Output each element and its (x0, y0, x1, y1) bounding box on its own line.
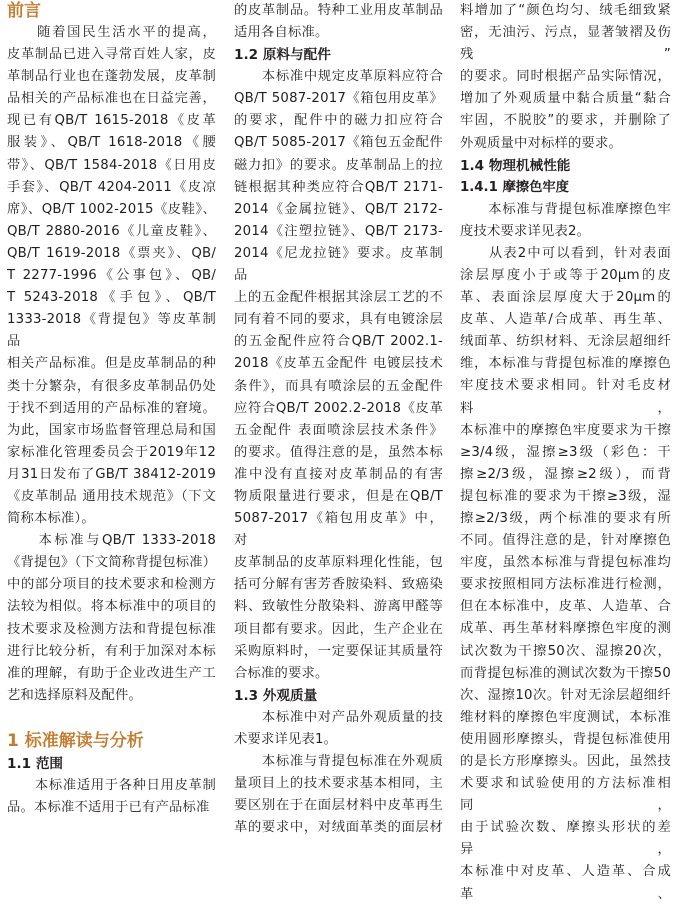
text-line: 合标准的要求。 (234, 665, 329, 681)
text-line: 项目都有要求。因此，生产企业在 (234, 621, 443, 637)
text-line: 术要求和试验使用的方法标准相同， (460, 776, 671, 814)
text-line: T 5243-2018《手包》、QB/T (7, 290, 216, 306)
text-line: 的要求，配件中的磁力扣应符合 (234, 113, 443, 129)
text-line: 家标准化管理委员会于2019年12 (7, 444, 216, 460)
text-line: 本标准与背提包标准摩擦色牢 (460, 201, 671, 217)
text-line: 本标准中规定皮革原料应符合 (234, 69, 443, 85)
text-line: 不同。值得注意的是，针对摩擦色 (460, 533, 671, 549)
text-line: 月31日发布了GB/T 38412-2019 (7, 466, 216, 482)
text-line: 次、湿擦10次。针对无涂层超细纤 (460, 687, 671, 703)
text-line: ≥3/4级，湿擦≥3级（彩色：干 (460, 444, 671, 460)
text-line: 进行比较分析，有利于加深对本标 (7, 643, 216, 659)
foreword-paragraph-2 (7, 530, 216, 707)
text-line: QB/T 2880-2016《儿童皮鞋》、 (7, 223, 216, 239)
section-1-3-paragraph-2 (234, 751, 443, 839)
text-line: 要区别在于在面层材料中皮革再生 (234, 798, 443, 814)
text-line: T 2277-1996《公事包》、QB/ (7, 268, 216, 284)
text-line: 牢度技术要求相同。针对毛皮材料， (460, 378, 671, 416)
text-line: 使用圆形摩擦头，背提包标准使用 (460, 731, 671, 747)
text-line: 同有着不同的要求，具有电镀涂层 (234, 312, 443, 328)
text-line: 物质限量进行要求，但是在QB/T (234, 488, 443, 504)
text-line: 的皮革制品。特种工业用皮革制品 (234, 3, 443, 18)
section-1-1-paragraph-cont (234, 0, 443, 44)
text-line: 本标准中对皮革、人造革、合成革、 (460, 864, 671, 902)
text-line: 《背提包》（下文简称背提包标准） (7, 555, 217, 571)
section-1-3-paragraph-2-cont (460, 0, 671, 155)
text-line: 本标准中的摩擦色牢度要求为干擦 (460, 422, 671, 438)
section-1-2-paragraph (234, 66, 443, 685)
text-line: 维，本标准与背提包标准的摩擦色 (460, 356, 671, 372)
text-line: 的是长方形摩擦头。因此，虽然技 (460, 754, 671, 769)
text-line: 从表2中可以看到，针对表面 (460, 245, 671, 261)
text-line: 牢固，不脱胶”的要求，并删除了 (460, 113, 671, 129)
text-line: 革、表面涂层厚度大于20μm的 (460, 290, 671, 306)
text-line: 相关产品标准。但是皮革制品的种 (7, 356, 216, 372)
text-line: 要求按照相同方法标准进行检测， (460, 577, 671, 593)
text-line: 试次数为干擦50次、湿擦20次， (460, 643, 671, 659)
spacer (7, 707, 216, 729)
text-line: 简称本标准）。 (7, 511, 95, 527)
section-1-1-paragraph (7, 775, 216, 819)
text-line: 准中没有直接对皮革制品的有害 (234, 466, 443, 482)
text-line: 但在本标准中，皮革、人造革、合 (460, 599, 671, 615)
text-line: 席》、QB/T 1002-2015《皮鞋》、 (7, 201, 216, 217)
text-line: 服装》、QB/T 1618-2018《腰 (7, 135, 216, 151)
text-line: 度技术要求详见表2。 (460, 223, 591, 239)
text-line: 革制品行业也在蓬勃发展，皮革制 (7, 69, 216, 85)
text-line: 革的要求中，对绒面革类的面层材 (234, 820, 443, 836)
text-line: 本标准中对产品外观质量的技 (234, 709, 443, 725)
text-line: 现已有QB/T 1615-2018《皮革 (7, 113, 216, 129)
text-line: 绒面革、纺织材料、无涂层超细纤 (460, 334, 671, 350)
text-line: 中的部分项目的技术要求和检测方 (7, 577, 216, 593)
text-line: 艺和选择原料及配件。 (7, 687, 142, 703)
text-line: 5087-2017《箱包用皮革》中，对 (234, 511, 443, 549)
text-line: 应符合QB/T 2002.2-2018《皮革 (234, 400, 443, 416)
text-line: 类十分繁杂，有很多皮革制品仍处 (7, 378, 216, 394)
text-line: 为此，国家市场监督管理总局和国 (7, 422, 216, 438)
text-line: 括可分解有害芳香胺染料、致癌染 (234, 577, 443, 593)
section-1-4-heading: 1.4 物理机械性能 (460, 157, 571, 174)
text-line: 本标准与QB/T 1333-2018 (7, 533, 216, 549)
text-line: 采购原料时，一定要保证其质量符 (234, 643, 443, 659)
text-line: 2014《尼龙拉链》要求。皮革制品 (234, 245, 443, 284)
column-3 (460, 0, 671, 906)
text-line: 擦≥2/3级，两个标准的要求有所 (460, 510, 671, 526)
text-line: 维材料的摩擦色牢度测试，本标准 (460, 709, 671, 725)
text-line: 法较为相似。将本标准中的项目的 (7, 599, 216, 615)
text-line: 的五金配件应符合QB/T 2002.1- (234, 334, 443, 350)
text-line: 适用各自标准。 (234, 25, 329, 41)
section-1-4-1-heading: 1.4.1 摩擦色牢度 (460, 179, 569, 195)
text-line: 牢度，虽然本标准与背提包标准均 (460, 555, 671, 571)
text-line: 链根据其种类应符合QB/T 2171- (234, 179, 443, 195)
text-line: 2014《注塑拉链》、QB/T 2173- (234, 223, 443, 239)
text-line: 《皮革制品 通用技术规范》（下文 (7, 488, 216, 504)
text-line: 2014《金属拉链》、QB/T 2172- (234, 201, 443, 217)
section-1-3-paragraph-1 (234, 707, 443, 751)
text-line: 品。本标准不适用于已有产品标准 (7, 800, 210, 815)
text-line: 2018《皮革五金配件 电镀层技术 (234, 356, 443, 372)
text-line: 增加了外观质量中黏合质量“黏合 (460, 91, 671, 107)
text-line: 涂层厚度小于或等于20μm的皮 (460, 267, 671, 283)
text-line: 技术要求及检测方法和背提包标准 (7, 621, 216, 637)
text-line: 五金配件 表面喷涂层技术条件》 (234, 422, 443, 438)
column-2 (234, 0, 443, 839)
text-line: 由于试验次数、摩擦头形状的差异， (460, 820, 671, 858)
text-line: 量项目上的技术要求基本相同，主 (234, 776, 443, 792)
text-line: QB/T 1619-2018《票夹》、QB/ (7, 245, 216, 261)
text-line: 密，无油污、污点，显著皱褶及伤残” (460, 25, 671, 63)
text-line: 皮革、人造革/合成革、再生革、 (460, 312, 671, 328)
text-line: 料、致敏性分散染料、游离甲醛等 (234, 599, 443, 615)
text-line: 提包标准的要求为干擦≥3级，湿 (460, 488, 671, 504)
text-line: 术要求详见表1。 (234, 731, 338, 747)
text-line: 皮革制品的皮革原料理化性能，包 (234, 555, 443, 571)
text-line: 本标准与背提包标准在外观质 (234, 754, 443, 769)
text-line: 上的五金配件根据其涂层工艺的不 (234, 290, 443, 306)
text-line: 于找不到适用的产品标准的窘境。 (7, 400, 216, 416)
text-line: 的要求。同时根据产品实际情况， (460, 69, 671, 85)
text-line: 皮革制品已进入寻常百姓人家，皮 (7, 47, 216, 63)
text-line: 手套》、QB/T 4204-2011《皮凉 (7, 179, 216, 195)
text-line: 成革、再生革材料摩擦色牢度的测 (460, 621, 671, 637)
section-1-1-heading: 1.1 范围 (7, 755, 64, 772)
section-1-2-heading: 1.2 原料与配件 (234, 47, 331, 64)
text-line: 条件》，而具有喷涂层的五金配件 (234, 378, 443, 394)
text-line: 料增加了“颜色均匀、绒毛细致紧 (460, 3, 671, 18)
foreword-paragraph-1 (7, 22, 216, 530)
text-line: 外观质量中对标样的要求。 (460, 135, 622, 151)
text-line: 带》、QB/T 1584-2018《日用皮 (7, 157, 216, 173)
text-line: 品相关的产品标准也在日益完善， (7, 91, 216, 107)
column-1 (7, 0, 216, 819)
section-1-3-heading: 1.3 外观质量 (234, 687, 318, 704)
text-line: QB/T 5087-2017《箱包用皮革》 (234, 91, 443, 107)
text-line: 而背提包标准的测试次数为干擦50 (460, 665, 671, 681)
text-line: 磁力扣》的要求。皮革制品上的拉 (234, 157, 443, 173)
foreword-heading: 前言 (7, 1, 41, 21)
text-line: 的要求。值得注意的是，虽然本标 (234, 444, 443, 460)
section-1-4-1-paragraph-2 (460, 243, 671, 906)
text-line: 本标准适用于各种日用皮革制 (7, 777, 216, 793)
text-line: 随着国民生活水平的提高， (7, 25, 216, 40)
text-line: QB/T 5085-2017《箱包五金配件 (234, 135, 443, 151)
section-1-4-1-paragraph-1 (460, 199, 671, 243)
section-1-heading: 1 标准解读与分析 (7, 730, 144, 751)
text-line: 擦≥2/3级，湿擦≥2级），而背 (460, 466, 671, 482)
text-line: 准的理解，有助于企业改进生产工 (7, 665, 216, 681)
text-line: 1333-2018《背提包》等皮革制品 (7, 312, 216, 350)
